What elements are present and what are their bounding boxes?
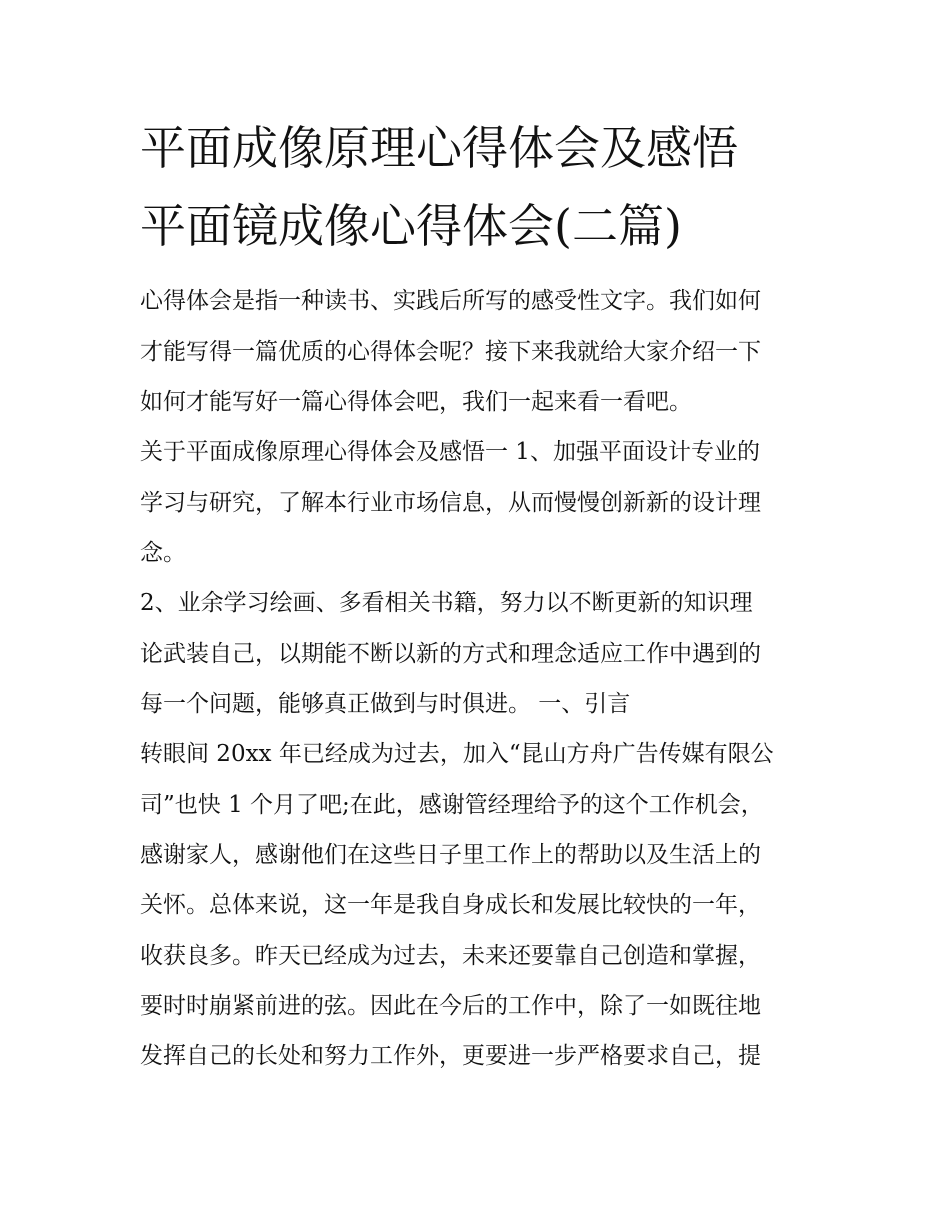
body-line-10: 转眼间 20xx 年已经成为过去，加入“昆山方舟广告传媒有限公 [140,741,774,767]
body-line-3: 如何才能写好一篇心得体会吧，我们一起来看一看吧。 [140,389,692,415]
body-line-16: 发挥自己的长处和努力工作外，更要进一步严格要求自己，提 [140,1043,761,1069]
body-line-8: 论武装自己，以期能不断以新的方式和理念适应工作中遇到的 [140,641,761,667]
body-line-2: 才能写得一篇优质的心得体会呢？接下来我就给大家介绍一下 [140,339,761,365]
body-line-4: 关于平面成像原理心得体会及感悟一 1、加强平面设计专业的 [140,439,760,465]
document-title-line-1: 平面成像原理心得体会及感悟 [140,121,738,175]
body-line-6: 念。 [140,540,186,566]
body-line-14: 收获良多。昨天已经成为过去，未来还要靠自己创造和掌握， [140,943,761,969]
body-line-15: 要时时崩紧前进的弦。因此在今后的工作中，除了一如既往地 [140,993,761,1019]
body-line-9: 每一个问题，能够真正做到与时俱进。 一、引言 [140,691,631,717]
body-line-7: 2、业余学习绘画、多看相关书籍，努力以不断更新的知识理 [140,590,753,616]
body-line-13: 关怀。总体来说，这一年是我自身成长和发展比较快的一年， [140,892,761,918]
body-line-12: 感谢家人，感谢他们在这些日子里工作上的帮助以及生活上的 [140,842,761,868]
body-line-11: 司”也快 1 个月了吧;在此，感谢管经理给予的这个工作机会， [140,792,764,818]
body-line-1: 心得体会是指一种读书、实践后所写的感受性文字。我们如何 [140,288,761,314]
body-line-5: 学习与研究，了解本行业市场信息，从而慢慢创新新的设计理 [140,490,761,516]
document-title-line-2: 平面镜成像心得体会(二篇) [140,199,682,253]
